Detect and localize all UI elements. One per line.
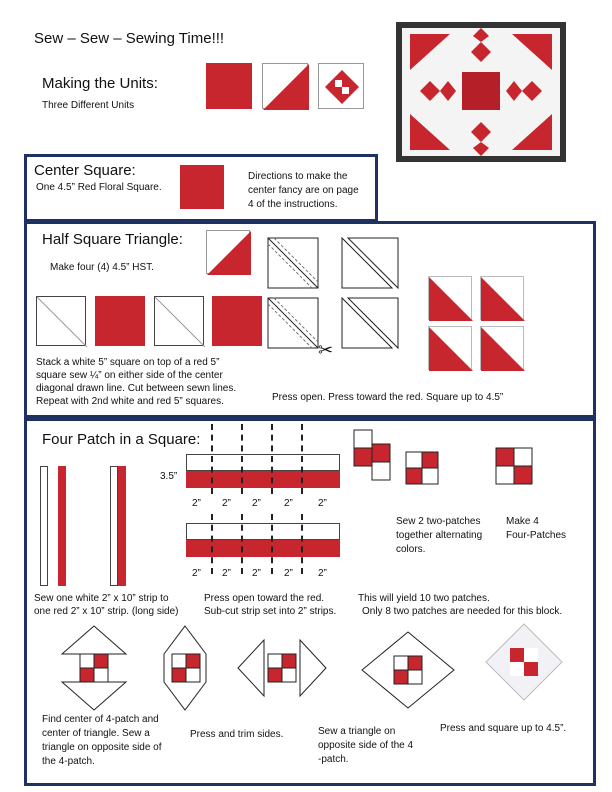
center-text: One 4.5” Red Floral Square.	[36, 182, 162, 193]
make4-2: Four-Patches	[506, 530, 567, 541]
cut-line	[211, 514, 213, 574]
find-4: the 4-patch.	[42, 756, 95, 767]
white-strip	[40, 466, 48, 586]
hst-finished-4	[480, 326, 524, 370]
sew-two-1: Sew 2 two-patches	[396, 516, 481, 527]
center-note-1: Directions to make the	[248, 171, 348, 182]
hst-stack-4: Repeat with 2nd white and red 5” squares.	[36, 396, 224, 407]
strip-set-white-2	[186, 523, 340, 540]
sew-tri-3: -patch.	[318, 754, 349, 765]
hst-stack-1: Stack a white 5” square on top of a red 5”	[36, 357, 220, 368]
hst-unit-sample	[262, 63, 308, 109]
scissors-icon: ✂	[318, 340, 334, 360]
hst-sewing-diagram	[268, 228, 408, 358]
find-3: triangle on opposite side of	[42, 742, 162, 753]
cut-label: 2”	[318, 568, 327, 579]
hst-press: Press open. Press toward the red. Square up to 4.5”	[272, 392, 504, 403]
cut-line	[241, 514, 243, 574]
strip-set-red-2	[186, 540, 340, 557]
cut-line	[301, 424, 303, 494]
fourpatch-heading: Four Patch in a Square:	[42, 431, 201, 448]
press-square: Press and square up to 4.5”.	[440, 723, 567, 734]
center-red-square	[180, 165, 224, 209]
four-patch-square-sample	[318, 63, 364, 109]
red-square	[95, 296, 145, 346]
cut-line	[301, 514, 303, 574]
red-strip-sewn	[118, 466, 126, 586]
cut-label: 2”	[222, 498, 231, 509]
sew-two-2: together alternating	[396, 530, 483, 541]
cut-line	[241, 424, 243, 494]
hst-heading: Half Square Triangle:	[42, 231, 183, 248]
step1-diagram	[60, 624, 128, 712]
red-floral-square	[206, 63, 252, 109]
hst-finished-2	[480, 276, 524, 320]
cut-label: 2”	[192, 568, 201, 579]
four-patch-in-square-finished	[484, 622, 564, 702]
white-square-marked-2	[154, 296, 204, 346]
sew-tri-1: Sew a triangle on	[318, 726, 396, 737]
red-square-2	[212, 296, 262, 346]
strip-set-white-1	[186, 454, 340, 471]
center-note-3: 4 of the instructions.	[248, 199, 338, 210]
cut-label: 2”	[252, 498, 261, 509]
white-square-marked	[36, 296, 86, 346]
cut-label: 2”	[192, 498, 201, 509]
press-red-2: Sub-cut strip set into 2” strips.	[204, 606, 337, 617]
yield-1: This will yield 10 two patches.	[358, 593, 490, 604]
cut-line	[271, 514, 273, 574]
cut-label: 2”	[222, 568, 231, 579]
hst-make: Make four (4) 4.5” HST.	[50, 262, 154, 273]
units-heading: Making the Units:	[42, 75, 158, 92]
four-patch-finished	[496, 448, 536, 488]
yield-2: Only 8 two patches are needed for this block.	[362, 606, 563, 617]
cut-line	[211, 424, 213, 494]
cut-label: 2”	[318, 498, 327, 509]
sew-tri-2: opposite side of the 4	[318, 740, 414, 751]
red-strip	[58, 466, 66, 586]
quilt-block-photo	[396, 22, 566, 162]
two-patch-pair	[354, 430, 400, 490]
press-trim: Press and trim sides.	[190, 729, 284, 740]
find-1: Find center of 4-patch and	[42, 714, 159, 725]
cut-label: 2”	[284, 498, 293, 509]
hst-stack-3: diagonal drawn line. Cut between sewn lines.	[36, 383, 237, 394]
cut-label: 2”	[284, 568, 293, 579]
hst-finished-1	[428, 276, 472, 320]
press-red-1: Press open toward the red.	[204, 593, 325, 604]
sew-two-3: colors.	[396, 544, 426, 555]
step3-diagram	[236, 636, 328, 702]
center-note-2: center fancy are on page	[248, 185, 359, 196]
step2-diagram	[160, 624, 210, 712]
strip-width-label: 3.5”	[160, 471, 178, 482]
strip-set-red-1	[186, 471, 340, 488]
find-2: center of triangle. Sew a	[42, 728, 150, 739]
cut-label: 2”	[252, 568, 261, 579]
hst-finished-3	[428, 326, 472, 370]
center-heading: Center Square:	[34, 162, 136, 179]
step4-diagram	[360, 630, 456, 710]
sew-strip-2: one red 2” x 10” strip. (long side)	[34, 606, 179, 617]
make4-1: Make 4	[506, 516, 539, 527]
cut-line	[271, 424, 273, 494]
page-title: Sew – Sew – Sewing Time!!!	[34, 30, 225, 47]
hst-heading-sample	[206, 230, 250, 274]
white-strip-sewn	[110, 466, 118, 586]
units-subheading: Three Different Units	[42, 100, 135, 111]
sew-strip-1: Sew one white 2” x 10” strip to	[34, 593, 169, 604]
hst-stack-2: square sew ¼” on either side of the center	[36, 370, 223, 381]
four-patch-sewn	[406, 452, 446, 492]
